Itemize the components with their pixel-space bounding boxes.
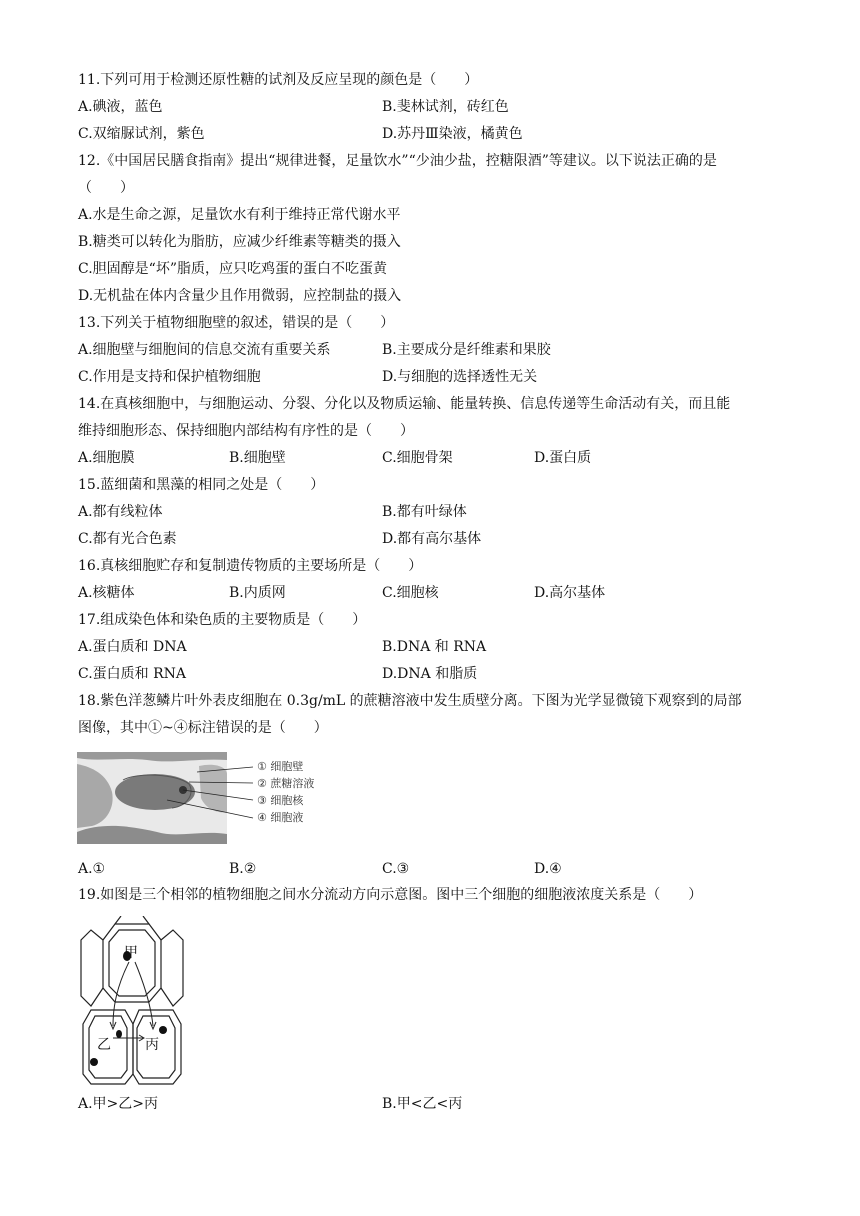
q12-option-b: B.糖类可以转化为脂肪，应减少纤维素等糖类的摄入	[78, 234, 401, 250]
q16-option-a: A.核糖体	[78, 585, 135, 601]
q13-option-c: C.作用是支持和保护植物细胞	[78, 369, 261, 385]
q14-option-c: C.细胞骨架	[382, 450, 453, 466]
q12-stem-line2: （ ）	[78, 180, 134, 196]
q19-cells-figure	[77, 916, 187, 1086]
q19-stem: 19.如图是三个相邻的植物细胞之间水分流动方向示意图。图中三个细胞的细胞液浓度关系是（ ）	[78, 887, 703, 903]
q15-option-b: B.都有叶绿体	[382, 504, 467, 520]
cell-bing-nucleus	[159, 1026, 167, 1034]
q17-option-c: C.蛋白质和 RNA	[78, 666, 187, 682]
q19-option-a: A.甲>乙>丙	[78, 1096, 159, 1112]
q17-option-d: D.DNA 和脂质	[382, 666, 478, 682]
neighbor-cell-right	[161, 930, 183, 1006]
q18-option-b: B.②	[229, 861, 257, 877]
q17-stem: 17.组成染色体和染色质的主要物质是（ ）	[78, 612, 367, 628]
q11-option-a: A.碘液，蓝色	[78, 99, 163, 115]
q14-option-b: B.细胞壁	[229, 450, 286, 466]
q18-stem-line1: 18.紫色洋葱鳞片叶外表皮细胞在 0.3g/mL 的蔗糖溶液中发生质壁分离。下图为光学显微镜下观察到的局部	[78, 693, 742, 709]
q18-figure-labels	[257, 758, 314, 826]
q19-option-b: B.甲<乙<丙	[382, 1096, 463, 1112]
q11-option-d: D.苏丹Ⅲ染液，橘黄色	[382, 126, 523, 142]
figure-label-2: ② 蔗糖溶液	[257, 777, 315, 790]
q12-option-d: D.无机盐在体内含量少且作用微弱，应控制盐的摄入	[78, 288, 402, 304]
q14-stem-line1: 14.在真核细胞中，与细胞运动、分裂、分化以及物质运输、能量转换、信息传递等生命活动有关，而且能	[78, 396, 731, 412]
neighbor-cell-top	[115, 916, 149, 924]
q18-stem-line2: 图像，其中①~④标注错误的是（ ）	[78, 720, 328, 736]
q13-option-d: D.与细胞的选择透性无关	[382, 369, 538, 385]
q14-option-a: A.细胞膜	[78, 450, 135, 466]
q13-option-a: A.细胞壁与细胞间的信息交流有重要关系	[78, 342, 331, 358]
q18-option-c: C.③	[382, 861, 410, 877]
cell-label-bing: 丙	[145, 1037, 159, 1053]
figure-label-3: ③ 细胞核	[257, 794, 304, 807]
q11-option-c: C.双缩脲试剂，紫色	[78, 126, 205, 142]
figure-label-1: ① 细胞壁	[257, 760, 304, 773]
figure-label-4: ④ 细胞液	[257, 811, 304, 824]
q15-option-d: D.都有高尔基体	[382, 531, 482, 547]
q12-option-c: C.胆固醇是“坏”脂质，应只吃鸡蛋的蛋白不吃蛋黄	[78, 261, 387, 277]
cell-yi-nucleus	[90, 1058, 98, 1066]
q18-micrograph-figure	[77, 752, 347, 844]
cell-label-jia: 甲	[124, 945, 138, 961]
q11-option-b: B.斐林试剂，砖红色	[382, 99, 509, 115]
cell-jia-wall	[103, 924, 161, 1002]
q13-option-b: B.主要成分是纤维素和果胶	[382, 342, 551, 358]
q14-stem-line2: 维持细胞形态、保持细胞内部结构有序性的是（ ）	[78, 423, 414, 439]
q13-stem: 13.下列关于植物细胞壁的叙述，错误的是（ ）	[78, 315, 395, 331]
q17-option-b: B.DNA 和 RNA	[382, 639, 487, 655]
q18-option-a: A.①	[78, 861, 106, 877]
q16-stem: 16.真核细胞贮存和复制遗传物质的主要场所是（ ）	[78, 558, 423, 574]
q15-option-c: C.都有光合色素	[78, 531, 177, 547]
q18-option-d: D.④	[534, 861, 562, 877]
q15-option-a: A.都有线粒体	[78, 504, 163, 520]
q12-stem-line1: 12.《中国居民膳食指南》提出“规律进餐，足量饮水”“少油少盐，控糖限酒”等建议。以下说法正确的是	[78, 153, 717, 169]
cell-label-yi: 乙	[97, 1037, 111, 1053]
q16-option-c: C.细胞核	[382, 585, 439, 601]
q16-option-d: D.高尔基体	[534, 585, 606, 601]
q11-stem: 11.下列可用于检测还原性糖的试剂及反应呈现的颜色是（ ）	[78, 72, 479, 88]
q17-option-a: A.蛋白质和 DNA	[78, 639, 187, 655]
q12-option-a: A.水是生命之源，足量饮水有利于维持正常代谢水平	[78, 207, 401, 223]
cell-yi-vacuole-dot	[116, 1030, 122, 1038]
cell-jia-membrane	[109, 930, 155, 996]
q14-option-d: D.蛋白质	[534, 450, 592, 466]
q16-option-b: B.内质网	[229, 585, 286, 601]
q15-stem: 15.蓝细菌和黑藻的相同之处是（ ）	[78, 477, 325, 493]
neighbor-cell-left	[81, 930, 103, 1006]
